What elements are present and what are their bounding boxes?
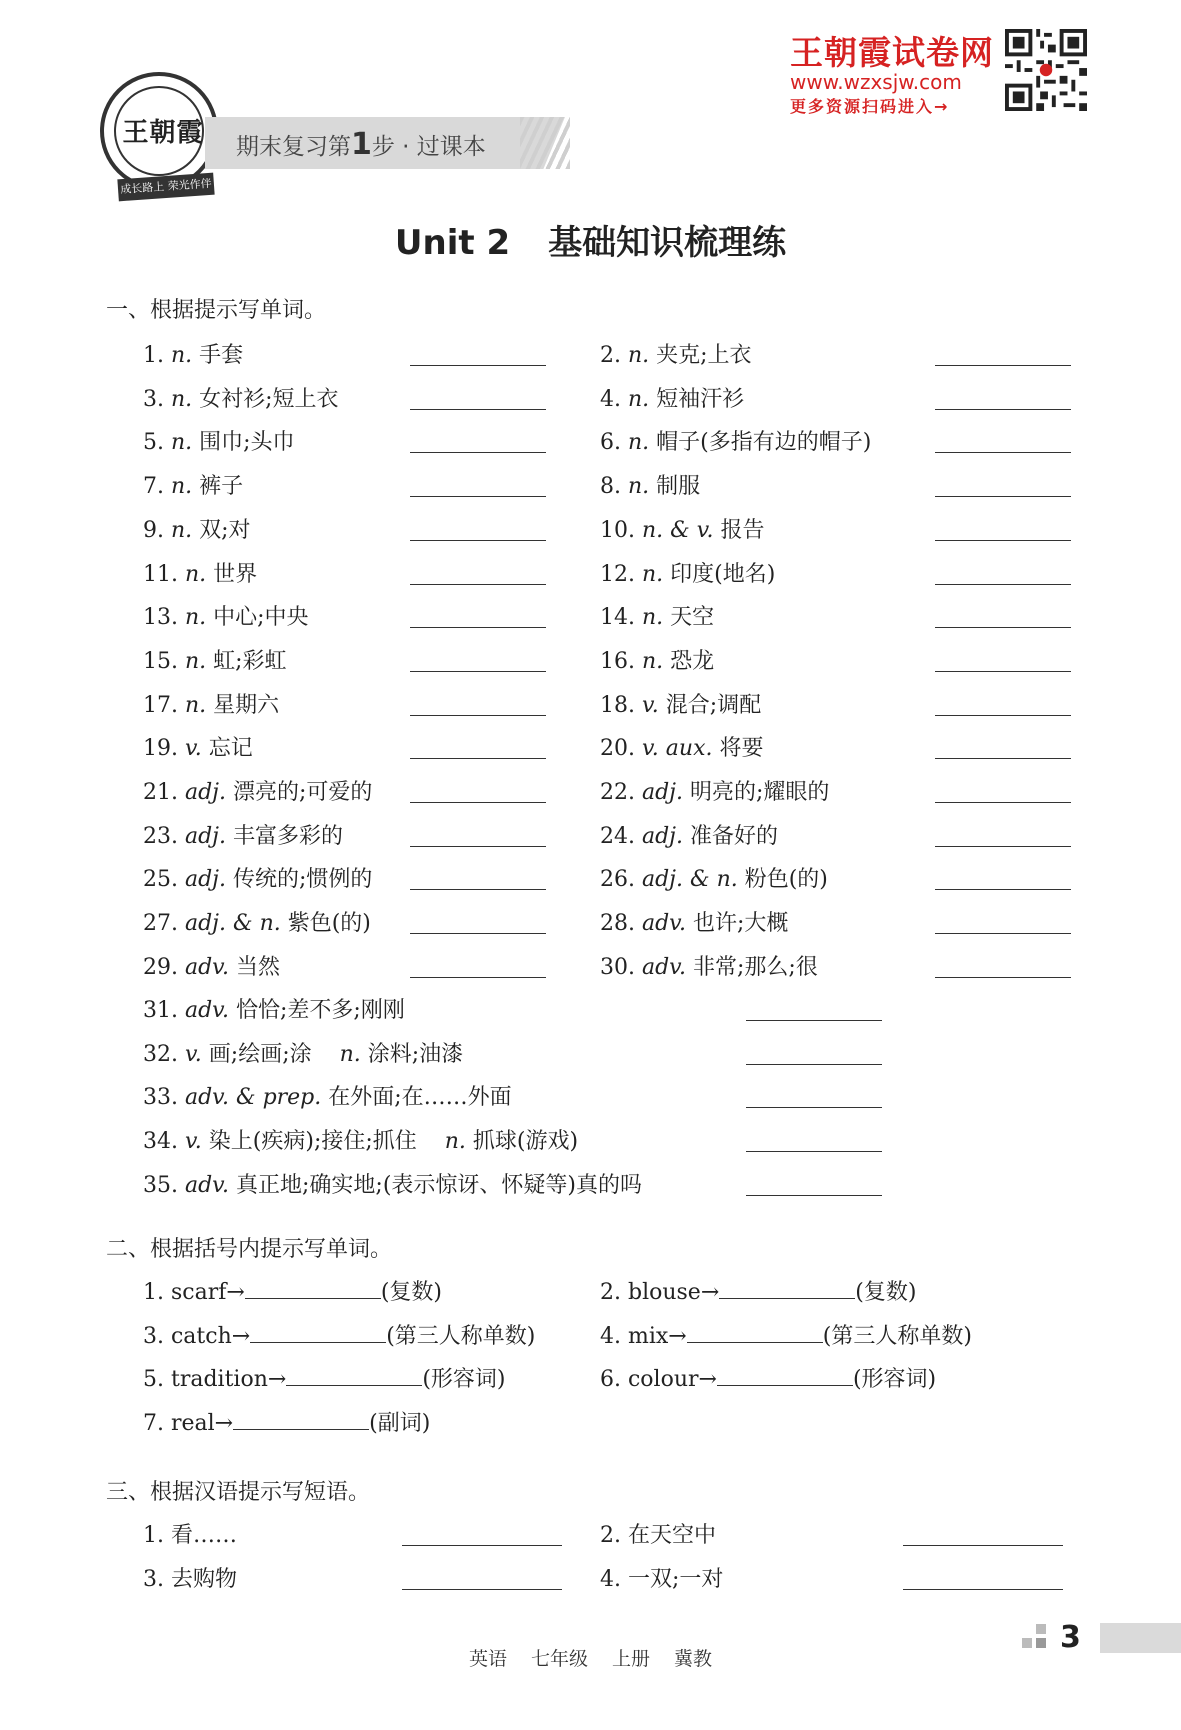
word-item — [600, 338, 752, 369]
phrase-item — [600, 1518, 716, 1549]
part-of-speech: n. — [184, 605, 207, 631]
item-number: 5. — [143, 1367, 171, 1393]
part-of-speech: adv. — [184, 998, 229, 1023]
item-hint: 手套 — [192, 343, 244, 368]
word-item — [600, 775, 829, 806]
answer-blank[interactable] — [935, 671, 1071, 672]
item-number: 13. — [143, 605, 185, 631]
answer-blank[interactable] — [746, 1107, 882, 1108]
banner-stripes — [520, 117, 570, 169]
part-of-speech-2: n. — [339, 1041, 361, 1067]
spacer — [312, 1042, 340, 1067]
word-item — [143, 819, 343, 850]
answer-blank[interactable] — [410, 671, 546, 672]
word-item — [600, 513, 765, 544]
item-hint: (第三人称单数) — [386, 1323, 536, 1349]
item-number: 7. — [143, 474, 171, 500]
item-number: 31. — [143, 998, 185, 1023]
brand-url[interactable]: www.wzxsjw.com — [790, 70, 962, 94]
word-item — [143, 775, 372, 806]
answer-blank[interactable] — [935, 365, 1071, 366]
brand-seal-logo — [100, 72, 218, 190]
footer-volume: 上册 — [612, 1648, 651, 1670]
word-item-long — [143, 1037, 463, 1068]
item-hint: (形容词) — [852, 1367, 937, 1393]
part-of-speech: n. — [627, 343, 650, 368]
part-of-speech: adv. — [641, 911, 686, 937]
item-hint: (第三人称单数) — [822, 1323, 972, 1349]
answer-blank[interactable] — [410, 889, 546, 890]
item-hint: 将要 — [712, 736, 764, 762]
part-of-speech: n. — [170, 474, 193, 500]
part-of-speech: adj. — [184, 867, 226, 893]
item-number: 7. — [143, 1411, 171, 1437]
item-number: 23. — [143, 823, 185, 849]
item-number: 10. — [600, 517, 642, 543]
item-hint: 双;对 — [192, 517, 251, 543]
item-hint: 虹;彩虹 — [206, 648, 287, 674]
item-number: 33. — [143, 1085, 185, 1111]
item-hint: 天空 — [663, 605, 715, 631]
title-text: 基础知识梳理练 — [548, 223, 787, 263]
item-hint: (复数) — [380, 1280, 442, 1305]
derivation-item — [143, 1362, 505, 1393]
answer-blank[interactable] — [935, 409, 1071, 410]
item-hint: 中心;中央 — [206, 605, 309, 631]
item-hint: 恐龙 — [663, 648, 715, 674]
answer-blank[interactable] — [410, 365, 546, 366]
part-of-speech: adv. — [184, 954, 229, 980]
item-hint: 围巾;头巾 — [192, 430, 295, 456]
footer-edition: 冀教 — [674, 1648, 713, 1670]
part-of-speech: n. — [184, 692, 207, 718]
derivation-item — [600, 1275, 916, 1306]
answer-blank[interactable] — [746, 1064, 882, 1065]
part-of-speech: v. — [184, 736, 202, 762]
item-number: 26. — [600, 867, 642, 893]
item-number: 9. — [143, 517, 171, 543]
item-number: 35. — [143, 1172, 185, 1198]
item-hint: 裤子 — [192, 474, 244, 500]
answer-blank[interactable] — [410, 584, 546, 585]
item-hint: 去购物 — [170, 1566, 237, 1592]
part-of-speech: adv. — [641, 954, 686, 980]
part-of-speech: v. aux. — [641, 736, 713, 762]
item-hint: 看…… — [170, 1523, 237, 1548]
word-item — [143, 906, 371, 937]
word-item — [600, 862, 828, 893]
item-number: 32. — [143, 1041, 185, 1067]
banner-suffix: 步 · 过课本 — [371, 134, 486, 160]
item-hint: 忘记 — [201, 736, 253, 762]
word-item — [143, 644, 287, 675]
item-hint: 画;绘画;涂 — [201, 1041, 312, 1067]
part-of-speech: adj. — [184, 780, 226, 805]
answer-blank[interactable] — [935, 540, 1071, 541]
word-item-long — [143, 1080, 512, 1111]
answer-blank[interactable] — [717, 1367, 853, 1386]
word-item — [143, 469, 243, 500]
item-number: 1. — [143, 1280, 171, 1305]
item-hint: 夹克;上衣 — [649, 343, 752, 368]
part-of-speech: n. — [184, 561, 207, 587]
page-number: 3 — [1060, 1620, 1081, 1655]
item-hint-2: 抓球(游戏) — [465, 1129, 579, 1155]
answer-blank[interactable] — [935, 758, 1071, 759]
answer-blank[interactable] — [410, 715, 546, 716]
item-number: 30. — [600, 954, 642, 980]
item-hint: 紫色(的) — [280, 911, 371, 937]
item-hint: 女衬衫;短上衣 — [192, 386, 339, 412]
answer-blank[interactable] — [410, 452, 546, 453]
item-hint: 漂亮的;可爱的 — [226, 780, 373, 805]
part-of-speech: n. — [627, 430, 650, 456]
answer-blank[interactable] — [935, 977, 1071, 978]
qr-code-icon[interactable] — [1005, 28, 1087, 112]
item-hint: (复数) — [855, 1280, 917, 1305]
answer-blank[interactable] — [935, 452, 1071, 453]
page-title — [0, 215, 1181, 264]
answer-blank[interactable] — [410, 409, 546, 410]
seal-ribbon: 成长路上 荣光作伴 — [117, 173, 214, 202]
item-number: 25. — [143, 867, 185, 893]
answer-blank[interactable] — [410, 627, 546, 628]
step-banner-text — [236, 127, 486, 162]
item-number: 4. — [600, 1323, 628, 1349]
answer-blank[interactable] — [903, 1589, 1063, 1590]
word-item — [600, 600, 714, 631]
base-word: tradition→ — [170, 1367, 287, 1393]
item-number: 3. — [143, 1323, 171, 1349]
answer-blank[interactable] — [410, 540, 546, 541]
base-word: real→ — [170, 1411, 234, 1437]
item-hint: 传统的;惯例的 — [226, 867, 373, 893]
part-of-speech: adj. & n. — [184, 911, 281, 937]
word-item — [143, 382, 339, 413]
answer-blank[interactable] — [935, 584, 1071, 585]
answer-blank[interactable] — [410, 977, 546, 978]
word-item — [143, 688, 279, 719]
word-item — [143, 425, 295, 456]
word-item — [600, 469, 700, 500]
part-of-speech: n. & v. — [641, 517, 714, 543]
item-hint: 星期六 — [206, 692, 280, 718]
item-hint: 制服 — [649, 474, 701, 500]
part-of-speech: adj. & n. — [641, 867, 738, 893]
word-item — [600, 731, 763, 762]
item-number: 12. — [600, 561, 642, 587]
word-item — [600, 950, 818, 981]
part-of-speech: n. — [641, 561, 664, 587]
item-number: 3. — [143, 386, 171, 412]
item-number: 21. — [143, 780, 185, 805]
answer-blank[interactable] — [410, 933, 546, 934]
answer-blank[interactable] — [410, 846, 546, 847]
word-item — [600, 425, 871, 456]
item-number: 5. — [143, 430, 171, 456]
item-hint: 真正地;确实地;(表示惊讶、怀疑等)真的吗 — [229, 1172, 642, 1198]
word-item — [143, 731, 253, 762]
word-item — [600, 688, 761, 719]
answer-blank[interactable] — [286, 1367, 422, 1386]
word-item — [143, 513, 251, 544]
item-hint-2: 涂料;油漆 — [360, 1041, 464, 1067]
phrase-item — [143, 1518, 237, 1549]
answer-blank[interactable] — [687, 1324, 823, 1343]
answer-blank[interactable] — [935, 889, 1071, 890]
item-hint: 在天空中 — [627, 1523, 716, 1548]
word-item — [600, 557, 775, 588]
derivation-item — [600, 1319, 972, 1350]
word-item — [600, 819, 778, 850]
word-item — [600, 906, 788, 937]
answer-blank[interactable] — [250, 1324, 386, 1343]
word-item — [143, 862, 372, 893]
item-number: 20. — [600, 736, 642, 762]
item-hint: (副词) — [369, 1411, 431, 1437]
section1-heading: 一、根据提示写单词。 — [106, 298, 327, 323]
part-of-speech: v. — [184, 1129, 202, 1155]
part-of-speech: adj. — [184, 823, 226, 849]
answer-blank[interactable] — [410, 496, 546, 497]
brand-scan-hint: 更多资源扫码进入→ — [790, 97, 950, 116]
answer-blank[interactable] — [935, 715, 1071, 716]
word-item — [143, 950, 280, 981]
part-of-speech: n. — [170, 343, 193, 368]
item-number: 2. — [600, 1280, 628, 1305]
part-of-speech: adv. & prep. — [184, 1085, 322, 1111]
word-item — [600, 382, 744, 413]
item-hint: 当然 — [229, 954, 280, 980]
item-hint: 在外面;在……外面 — [321, 1085, 512, 1111]
item-hint: 混合;调配 — [658, 692, 762, 718]
item-number: 16. — [600, 648, 642, 674]
item-hint: (形容词) — [422, 1367, 506, 1393]
item-hint: 世界 — [206, 561, 258, 587]
item-number: 11. — [143, 561, 185, 587]
footer-book-info — [0, 1644, 1181, 1671]
item-number: 27. — [143, 911, 185, 937]
word-item — [143, 600, 309, 631]
answer-blank[interactable] — [746, 1195, 882, 1196]
item-hint: 准备好的 — [683, 823, 778, 849]
part-of-speech: adj. — [641, 780, 683, 805]
item-hint: 丰富多彩的 — [226, 823, 343, 849]
answer-blank[interactable] — [719, 1280, 855, 1299]
answer-blank[interactable] — [903, 1545, 1063, 1546]
item-number: 4. — [600, 1566, 628, 1592]
item-hint: 一双;一对 — [627, 1566, 724, 1592]
footer-subject: 英语 — [468, 1648, 507, 1670]
answer-blank[interactable] — [935, 496, 1071, 497]
item-number: 34. — [143, 1129, 185, 1155]
item-number: 29. — [143, 954, 185, 980]
word-item-long — [143, 1124, 578, 1155]
item-number: 2. — [600, 343, 628, 368]
item-number: 18. — [600, 692, 642, 718]
derivation-item — [143, 1275, 442, 1306]
answer-blank[interactable] — [935, 933, 1071, 934]
item-number: 4. — [600, 386, 628, 412]
item-number: 14. — [600, 605, 642, 631]
word-item — [143, 557, 257, 588]
part-of-speech: v. — [184, 1041, 202, 1067]
part-of-speech: v. — [641, 692, 659, 718]
banner-step-number: 1 — [351, 127, 372, 162]
answer-blank[interactable] — [245, 1280, 381, 1299]
part-of-speech: adv. — [184, 1172, 229, 1198]
part-of-speech: n. — [170, 517, 193, 543]
item-number: 28. — [600, 911, 642, 937]
item-number: 1. — [143, 343, 171, 368]
item-number: 17. — [143, 692, 185, 718]
derivation-item — [143, 1319, 535, 1350]
item-number: 19. — [143, 736, 185, 762]
footer-grade: 七年级 — [530, 1648, 588, 1670]
item-hint: 印度(地名) — [663, 561, 776, 587]
part-of-speech: n. — [627, 474, 650, 500]
item-hint: 粉色(的) — [737, 867, 828, 893]
answer-blank[interactable] — [233, 1411, 369, 1430]
page-number-bar — [1100, 1623, 1181, 1653]
answer-blank[interactable] — [935, 846, 1071, 847]
word-item-long — [143, 1168, 642, 1199]
item-number: 22. — [600, 780, 642, 805]
page-corner-squares-icon — [1022, 1624, 1048, 1650]
item-hint: 染上(疾病);接住;抓住 — [201, 1129, 417, 1155]
part-of-speech: n. — [170, 430, 193, 456]
item-hint: 短袖汗衫 — [649, 386, 745, 412]
answer-blank[interactable] — [410, 758, 546, 759]
part-of-speech: n. — [641, 605, 664, 631]
word-item — [143, 338, 243, 369]
answer-blank[interactable] — [746, 1151, 882, 1152]
word-item — [600, 644, 714, 675]
part-of-speech: n. — [627, 386, 650, 412]
phrase-item — [600, 1562, 723, 1593]
item-hint: 明亮的;耀眼的 — [683, 780, 830, 805]
answer-blank[interactable] — [746, 1020, 882, 1021]
base-word: colour→ — [627, 1367, 717, 1393]
derivation-item — [600, 1362, 936, 1393]
brand-title: 王朝霞试卷网 — [790, 33, 994, 72]
item-number: 6. — [600, 1367, 628, 1393]
item-number: 24. — [600, 823, 642, 849]
item-number: 1. — [143, 1523, 171, 1548]
unit-label: Unit 2 — [394, 223, 511, 263]
item-number: 2. — [600, 1523, 628, 1548]
section3-heading: 三、根据汉语提示写短语。 — [106, 1480, 371, 1505]
part-of-speech: n. — [184, 648, 207, 674]
part-of-speech: n. — [641, 648, 664, 674]
answer-blank[interactable] — [402, 1545, 562, 1546]
answer-blank[interactable] — [935, 802, 1071, 803]
base-word: mix→ — [627, 1323, 687, 1349]
section2-heading: 二、根据括号内提示写单词。 — [106, 1237, 393, 1262]
item-hint: 也许;大概 — [686, 911, 789, 937]
base-word: scarf→ — [170, 1280, 245, 1305]
part-of-speech-2: n. — [444, 1129, 466, 1155]
answer-blank[interactable] — [402, 1589, 562, 1590]
answer-blank[interactable] — [410, 802, 546, 803]
spacer — [417, 1129, 445, 1154]
item-hint: 帽子(多指有边的帽子) — [649, 430, 872, 456]
part-of-speech: n. — [170, 386, 193, 412]
item-hint: 非常;那么;很 — [686, 954, 818, 980]
derivation-item — [143, 1406, 430, 1437]
base-word: catch→ — [170, 1323, 251, 1349]
item-number: 15. — [143, 648, 185, 674]
item-hint: 恰恰;差不多;刚刚 — [229, 998, 405, 1023]
item-number: 8. — [600, 474, 628, 500]
word-item-long — [143, 993, 405, 1024]
phrase-item — [143, 1562, 237, 1593]
banner-prefix: 期末复习第 — [236, 134, 351, 160]
part-of-speech: adj. — [641, 823, 683, 849]
seal-name: 王朝霞 — [122, 118, 204, 148]
base-word: blouse→ — [627, 1280, 720, 1305]
item-hint: 报告 — [713, 517, 765, 543]
item-number: 6. — [600, 430, 628, 456]
item-number: 3. — [143, 1566, 171, 1592]
answer-blank[interactable] — [935, 627, 1071, 628]
